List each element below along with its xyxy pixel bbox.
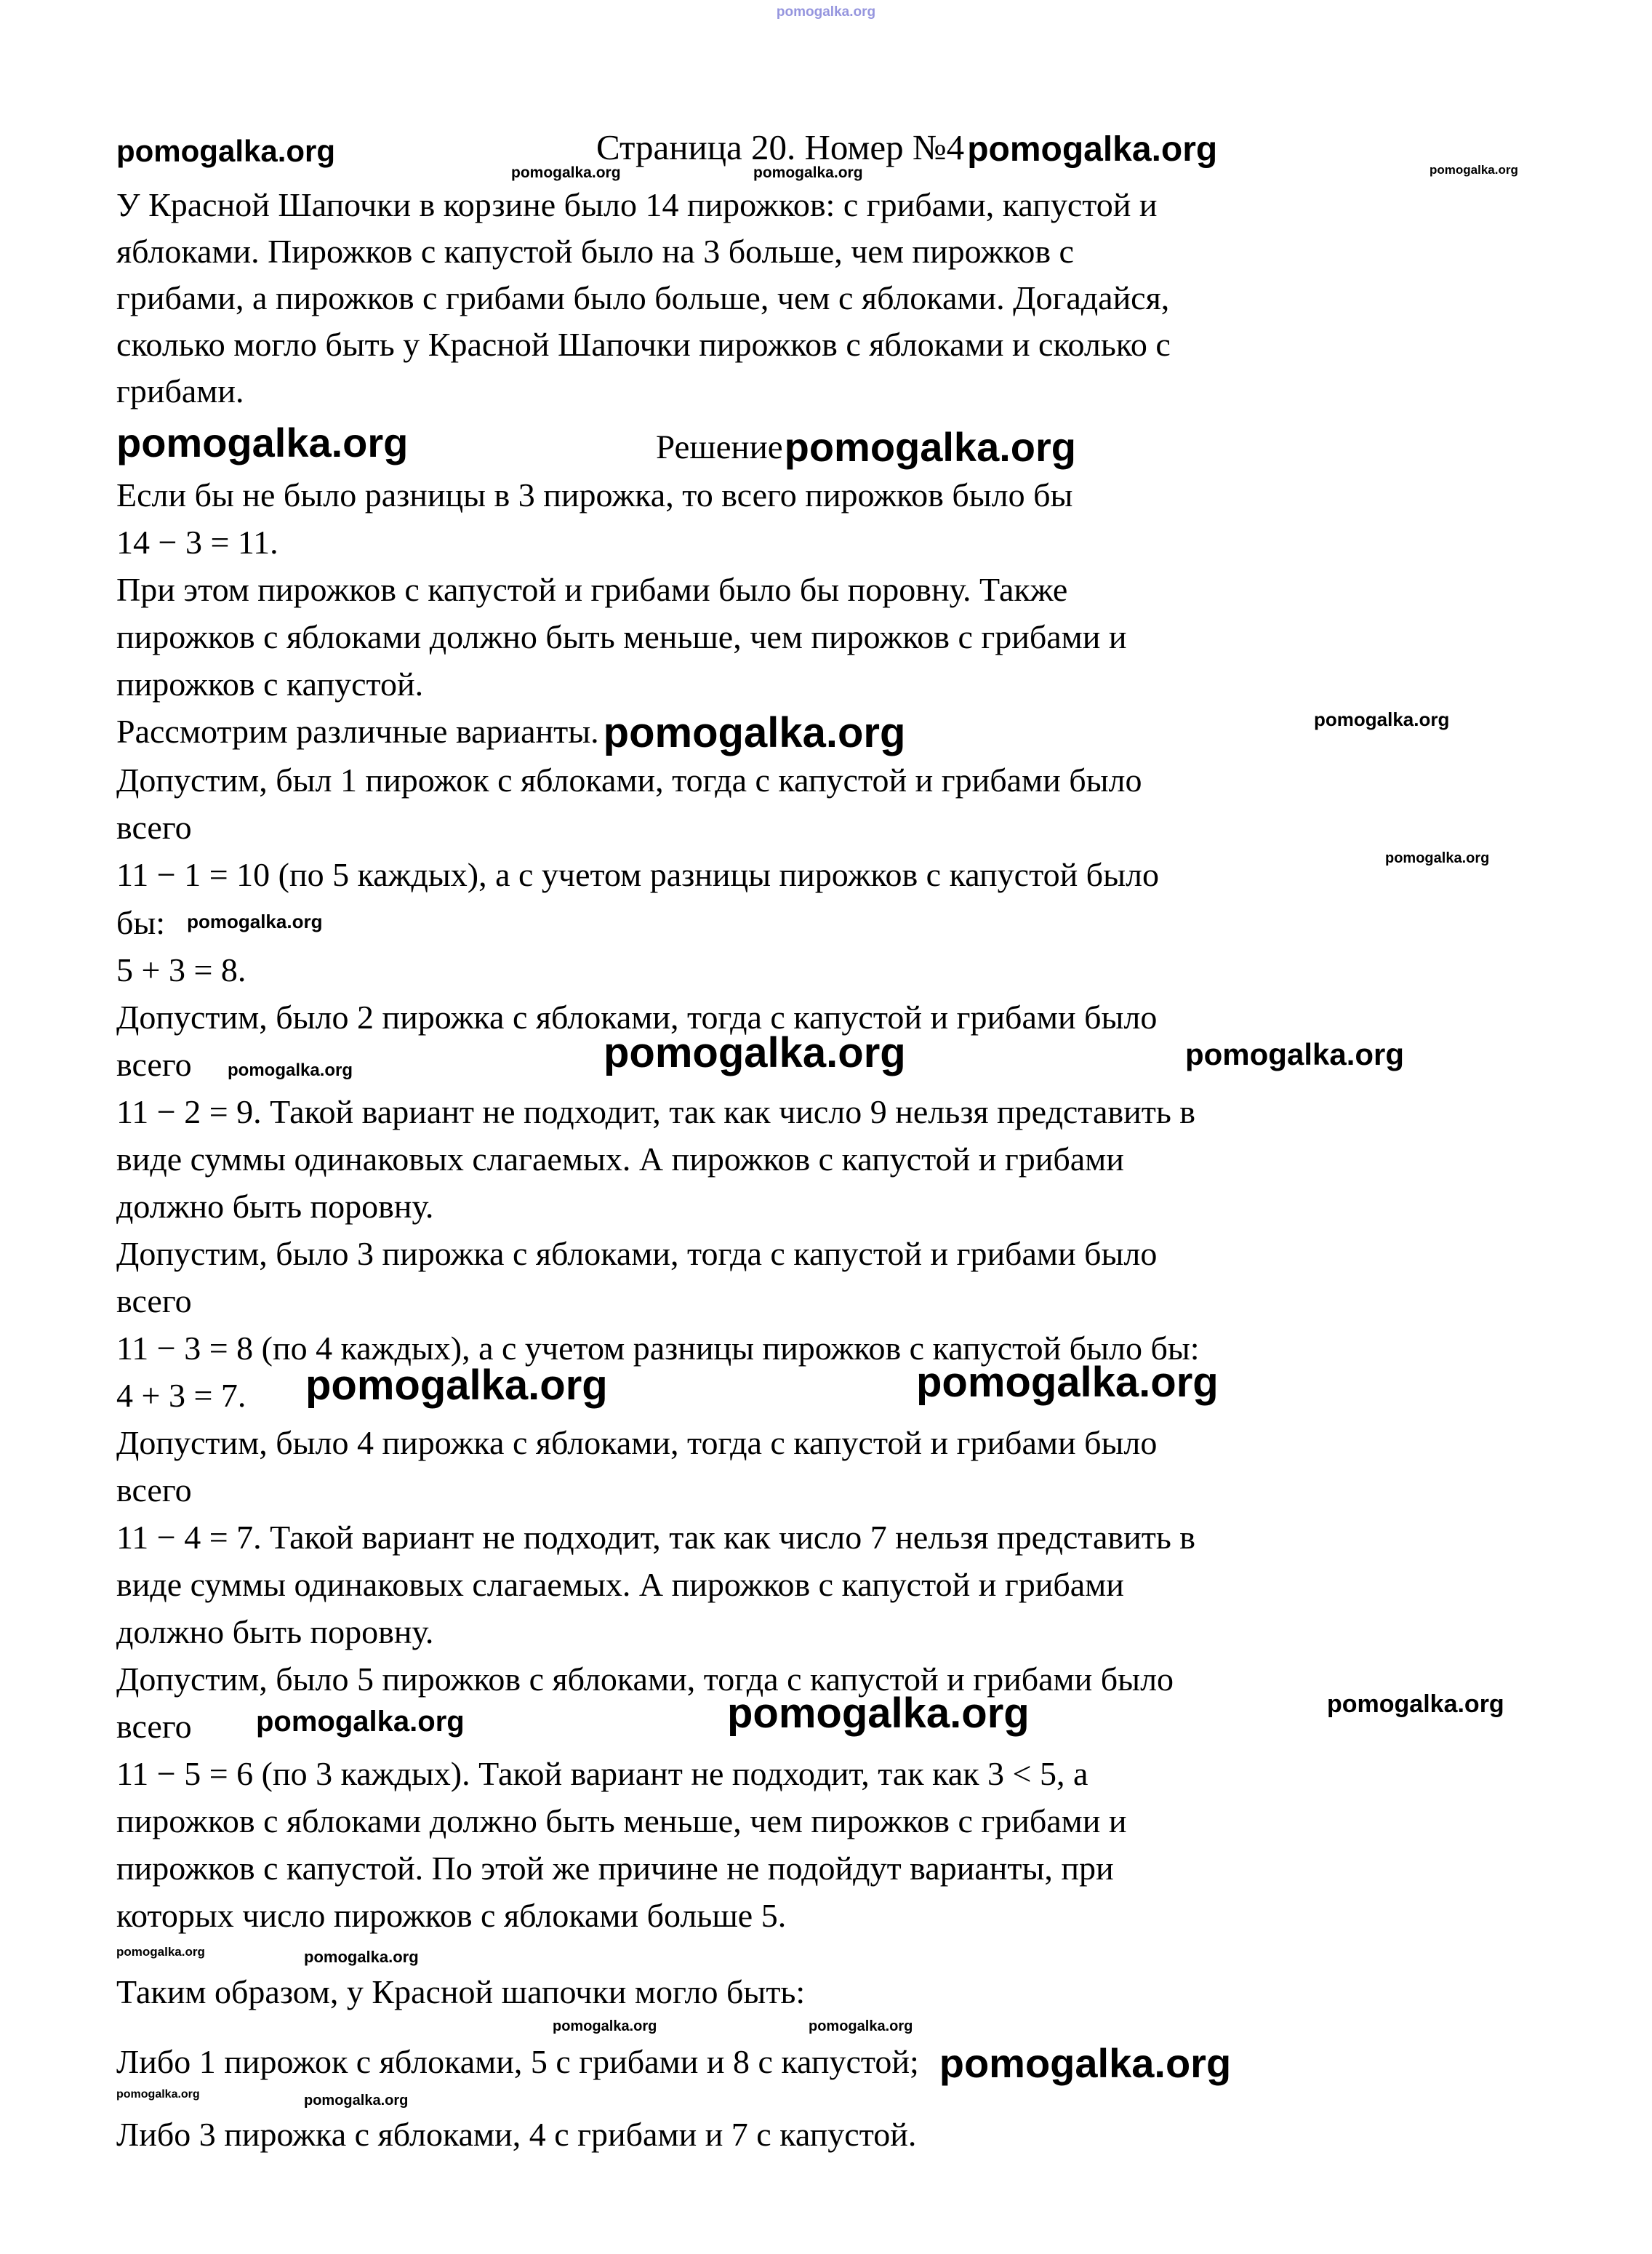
- solution-line: пирожков с яблоками должно быть меньше, чем пирожков с грибами и: [116, 1802, 1127, 1839]
- solution-heading: Решение: [656, 428, 783, 466]
- solution-line: пирожков с яблоками должно быть меньше, чем пирожков с грибами и: [116, 618, 1127, 655]
- solution-line: Допустим, было 2 пирожка с яблоками, тогда с капустой и грибами было: [116, 999, 1158, 1036]
- problem-line: сколько могло быть у Красной Шапочки пирожков с яблоками и сколько с: [116, 326, 1171, 363]
- solution-line: 11 − 4 = 7. Такой вариант не подходит, так как число 7 нельзя представить в: [116, 1519, 1196, 1556]
- solution-line-text: Рассмотрим различные варианты.: [116, 713, 599, 750]
- solution-line: 11 − 5 = 6 (по 3 каждых). Такой вариант не подходит, так как 3 < 5, а: [116, 1755, 1088, 1792]
- solution-line: 11 − 3 = 8 (по 4 каждых), а с учетом разницы пирожков с капустой было бы:: [116, 1330, 1200, 1367]
- site-watermark: pomogalka.org: [916, 1359, 1219, 1406]
- site-watermark: pomogalka.org: [1327, 1690, 1504, 1718]
- solution-line: Допустим, был 1 пирожок с яблоками, тогда с капустой и грибами было: [116, 762, 1142, 799]
- solution-body: [116, 471, 1614, 2159]
- site-watermark: pomogalka.org: [784, 424, 1076, 470]
- site-watermark: pomogalka.org: [1385, 850, 1490, 866]
- solution-line: 14 − 3 = 11.: [116, 524, 278, 561]
- solution-line: [116, 851, 1614, 898]
- site-watermark: pomogalka.org: [511, 164, 621, 181]
- solution-heading-row: [116, 417, 1614, 471]
- solution-line: Допустим, было 3 пирожка с яблоками, тогда с капустой и грибами было: [116, 1235, 1158, 1272]
- solution-line: должно быть поровну.: [116, 1613, 434, 1650]
- header: [116, 127, 1614, 181]
- document-content: [116, 0, 1614, 2159]
- solution-line: всего: [116, 809, 192, 846]
- site-watermark: pomogalka.org: [116, 420, 409, 465]
- site-watermark: pomogalka.org: [1430, 163, 1518, 177]
- site-watermark: pomogalka.org: [753, 164, 863, 181]
- site-watermark: pomogalka.org: [1314, 708, 1450, 730]
- site-watermark: pomogalka.org: [553, 2018, 657, 2034]
- watermark-row: [116, 2015, 1614, 2037]
- watermark-top: pomogalka.org: [776, 4, 876, 20]
- site-watermark: pomogalka.org: [1185, 1037, 1405, 1071]
- solution-line-text: 4 + 3 = 7.: [116, 1377, 246, 1414]
- solution-line: Если бы не было разницы в 3 пирожка, то всего пирожков было бы: [116, 476, 1073, 513]
- solution-line-text: всего: [116, 1046, 192, 1083]
- site-watermark: pomogalka.org: [939, 2040, 1232, 2086]
- problem-line: грибами.: [116, 372, 244, 409]
- watermark-row: [116, 1939, 1614, 1968]
- problem-line: грибами, а пирожков с грибами было больше, чем с яблоками. Догадайся,: [116, 279, 1170, 316]
- page-title: Страница 20. Номер №4: [596, 127, 965, 167]
- solution-line-text: Либо 1 пирожок с яблоками, 5 с грибами и 8 с капустой;: [116, 2043, 919, 2080]
- solution-line: виде суммы одинаковых слагаемых. А пирожков с капустой и грибами: [116, 1140, 1124, 1178]
- site-watermark: pomogalka.org: [604, 1029, 906, 1076]
- solution-line: [116, 1359, 1614, 1419]
- watermark-row: [116, 2088, 1614, 2110]
- site-watermark: pomogalka.org: [809, 2018, 913, 2034]
- solution-line-text: 11 − 1 = 10 (по 5 каждых), а с учетом разницы пирожков с капустой было: [116, 856, 1159, 893]
- solution-line-text: бы:: [116, 904, 166, 941]
- problem-statement: [116, 182, 1614, 415]
- solution-line: 5 + 3 = 8.: [116, 951, 246, 988]
- site-watermark: pomogalka.org: [727, 1690, 1030, 1737]
- problem-line: У Красной Шапочки в корзине было 14 пирожков: с грибами, капустой и: [116, 186, 1158, 223]
- solution-line: виде суммы одинаковых слагаемых. А пирожков с капустой и грибами: [116, 1566, 1124, 1603]
- site-watermark: pomogalka.org: [187, 911, 323, 932]
- solution-line: пирожков с капустой. По этой же причине не подойдут варианты, при: [116, 1850, 1114, 1887]
- solution-line: 11 − 2 = 9. Такой вариант не подходит, так как число 9 нельзя представить в: [116, 1093, 1196, 1130]
- solution-line: При этом пирожков с капустой и грибами было бы поровну. Также: [116, 571, 1068, 608]
- solution-line: Допустим, было 5 пирожков с яблоками, тогда с капустой и грибами было: [116, 1660, 1174, 1698]
- problem-line: яблоками. Пирожков с капустой было на 3 больше, чем пирожков с: [116, 233, 1074, 270]
- site-watermark: pomogalka.org: [228, 1060, 353, 1080]
- solution-line: Либо 3 пирожка с яблоками, 4 с грибами и 7 с капустой.: [116, 2116, 917, 2153]
- site-watermark: pomogalka.org: [116, 134, 336, 168]
- site-watermark: pomogalka.org: [304, 2093, 409, 2109]
- site-watermark: pomogalka.org: [116, 1945, 205, 1959]
- solution-line: которых число пирожков с яблоками больше 5.: [116, 1897, 787, 1934]
- site-watermark: pomogalka.org: [603, 709, 906, 756]
- solution-line: [116, 1690, 1614, 1750]
- site-watermark: pomogalka.org: [305, 1362, 608, 1409]
- solution-line: должно быть поровну.: [116, 1188, 434, 1225]
- site-watermark: pomogalka.org: [304, 1948, 419, 1966]
- solution-line: [116, 898, 1614, 946]
- solution-line-text: всего: [116, 1708, 192, 1745]
- solution-line: пирожков с капустой.: [116, 666, 424, 703]
- site-watermark: pomogalka.org: [967, 130, 1218, 169]
- site-watermark: pomogalka.org: [256, 1706, 465, 1738]
- solution-line: [116, 1029, 1614, 1088]
- site-watermark: pomogalka.org: [116, 2088, 200, 2101]
- solution-line: Таким образом, у Красной шапочки могло быть:: [116, 1973, 806, 2010]
- solution-line: [116, 708, 1614, 756]
- solution-line: [116, 2037, 1614, 2088]
- solution-line: всего: [116, 1282, 192, 1319]
- solution-line: всего: [116, 1471, 192, 1508]
- solution-line: Допустим, было 4 пирожка с яблоками, тогда с капустой и грибами было: [116, 1424, 1158, 1461]
